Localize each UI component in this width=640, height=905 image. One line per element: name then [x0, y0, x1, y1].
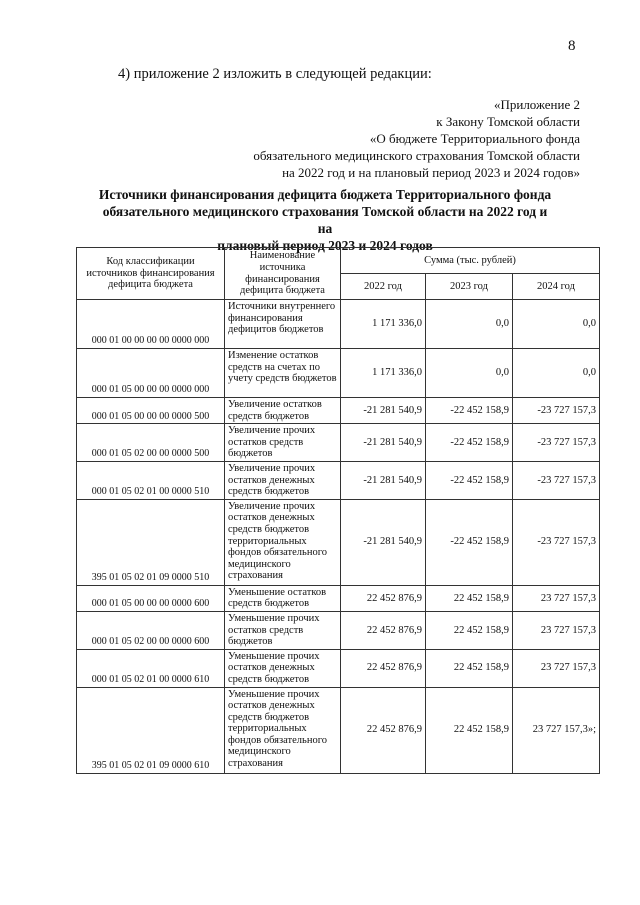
- row-value-2024: -23 727 157,3: [513, 424, 600, 462]
- row-name: Увеличение прочих остатков денежных средств бюджетов: [225, 461, 341, 499]
- appendix-header-line: к Закону Томской области: [436, 114, 580, 129]
- row-code: 000 01 05 02 01 00 0000 510: [77, 461, 225, 499]
- financing-sources-table: [76, 247, 600, 774]
- row-value-2024: -23 727 157,3: [513, 398, 600, 424]
- header-name: Наименование источника финансирования дефицита бюджета: [225, 248, 341, 300]
- row-name: Уменьшение прочих остатков денежных средств бюджетов территориальных фондов обязательного медицинского страхования: [225, 687, 341, 773]
- row-value-2022: 1 171 336,0: [341, 300, 426, 349]
- row-value-2024: 0,0: [513, 300, 600, 349]
- row-value-2022: -21 281 540,9: [341, 398, 426, 424]
- row-value-2023: 0,0: [426, 300, 513, 349]
- row-value-2023: -22 452 158,9: [426, 398, 513, 424]
- row-value-2024: 23 727 157,3: [513, 611, 600, 649]
- row-name: Увеличение остатков средств бюджетов: [225, 398, 341, 424]
- row-name: Изменение остатков средств на счетах по учету средств бюджетов: [225, 349, 341, 398]
- document-title: [95, 186, 555, 254]
- row-value-2023: 22 452 158,9: [426, 585, 513, 611]
- table-row: [77, 611, 600, 649]
- appendix-header-line: «Приложение 2: [493, 97, 580, 112]
- row-value-2022: -21 281 540,9: [341, 461, 426, 499]
- row-value-2023: 0,0: [426, 349, 513, 398]
- row-name: Уменьшение прочих остатков денежных средств бюджетов: [225, 649, 341, 687]
- appendix-header-line: обязательного медицинского страхования Томской области: [253, 148, 580, 163]
- appendix-header-line: на 2022 год и на плановый период 2023 и 2024 годов»: [282, 165, 580, 180]
- row-value-2022: -21 281 540,9: [341, 424, 426, 462]
- table-row: [77, 349, 600, 398]
- row-code: 000 01 05 02 00 00 0000 600: [77, 611, 225, 649]
- header-code: Код классификации источников финансирования дефицита бюджета: [77, 248, 225, 300]
- row-value-2024: -23 727 157,3: [513, 461, 600, 499]
- table-row: [77, 687, 600, 773]
- row-value-2022: 1 171 336,0: [341, 349, 426, 398]
- row-value-2024: 23 727 157,3»;: [513, 687, 600, 773]
- row-code: 395 01 05 02 01 09 0000 610: [77, 687, 225, 773]
- appendix-header-line: «О бюджете Территориального фонда: [369, 131, 580, 146]
- table-row: [77, 585, 600, 611]
- row-code: 000 01 05 00 00 00 0000 600: [77, 585, 225, 611]
- row-value-2024: 0,0: [513, 349, 600, 398]
- row-value-2024: 23 727 157,3: [513, 585, 600, 611]
- table-row: [77, 424, 600, 462]
- header-year-2024: 2024 год: [513, 274, 600, 300]
- row-code: 000 01 05 02 00 00 0000 500: [77, 424, 225, 462]
- row-value-2023: 22 452 158,9: [426, 649, 513, 687]
- row-code: 000 01 05 00 00 00 0000 000: [77, 349, 225, 398]
- table-row: [77, 398, 600, 424]
- row-code: 000 01 00 00 00 00 0000 000: [77, 300, 225, 349]
- row-code: 395 01 05 02 01 09 0000 510: [77, 499, 225, 585]
- row-value-2022: 22 452 876,9: [341, 611, 426, 649]
- table-row: [77, 649, 600, 687]
- row-value-2022: 22 452 876,9: [341, 649, 426, 687]
- title-line: плановый период 2023 и 2024 годов: [217, 238, 433, 253]
- title-line: Источники финансирования дефицита бюджета Территориального фонда: [98, 187, 552, 202]
- row-value-2022: 22 452 876,9: [341, 585, 426, 611]
- row-name: Увеличение прочих остатков средств бюджетов: [225, 424, 341, 462]
- row-name: Уменьшение прочих остатков средств бюджетов: [225, 611, 341, 649]
- row-value-2023: -22 452 158,9: [426, 424, 513, 462]
- appendix-header: [160, 96, 580, 181]
- title-line: обязательного медицинского страхования Томской области на 2022 год и на: [102, 204, 548, 236]
- row-name: Увеличение прочих остатков денежных средств бюджетов территориальных фондов обязательного медицинского страхования: [225, 499, 341, 585]
- row-value-2023: 22 452 158,9: [426, 687, 513, 773]
- table-row: [77, 461, 600, 499]
- amendment-intro: 4) приложение 2 изложить в следующей редакции:: [118, 66, 432, 82]
- row-value-2022: 22 452 876,9: [341, 687, 426, 773]
- header-sum: Сумма (тыс. рублей): [341, 248, 600, 274]
- row-code: 000 01 05 02 01 00 0000 610: [77, 649, 225, 687]
- row-value-2023: -22 452 158,9: [426, 499, 513, 585]
- row-value-2022: -21 281 540,9: [341, 499, 426, 585]
- page-number: 8: [568, 38, 576, 54]
- row-name: Уменьшение остатков средств бюджетов: [225, 585, 341, 611]
- row-value-2023: 22 452 158,9: [426, 611, 513, 649]
- row-value-2024: -23 727 157,3: [513, 499, 600, 585]
- table-row: [77, 499, 600, 585]
- row-code: 000 01 05 00 00 00 0000 500: [77, 398, 225, 424]
- header-year-2022: 2022 год: [341, 274, 426, 300]
- header-year-2023: 2023 год: [426, 274, 513, 300]
- row-value-2023: -22 452 158,9: [426, 461, 513, 499]
- row-name: Источники внутреннего финансирования дефицитов бюджетов: [225, 300, 341, 349]
- row-value-2024: 23 727 157,3: [513, 649, 600, 687]
- table-row: [77, 300, 600, 349]
